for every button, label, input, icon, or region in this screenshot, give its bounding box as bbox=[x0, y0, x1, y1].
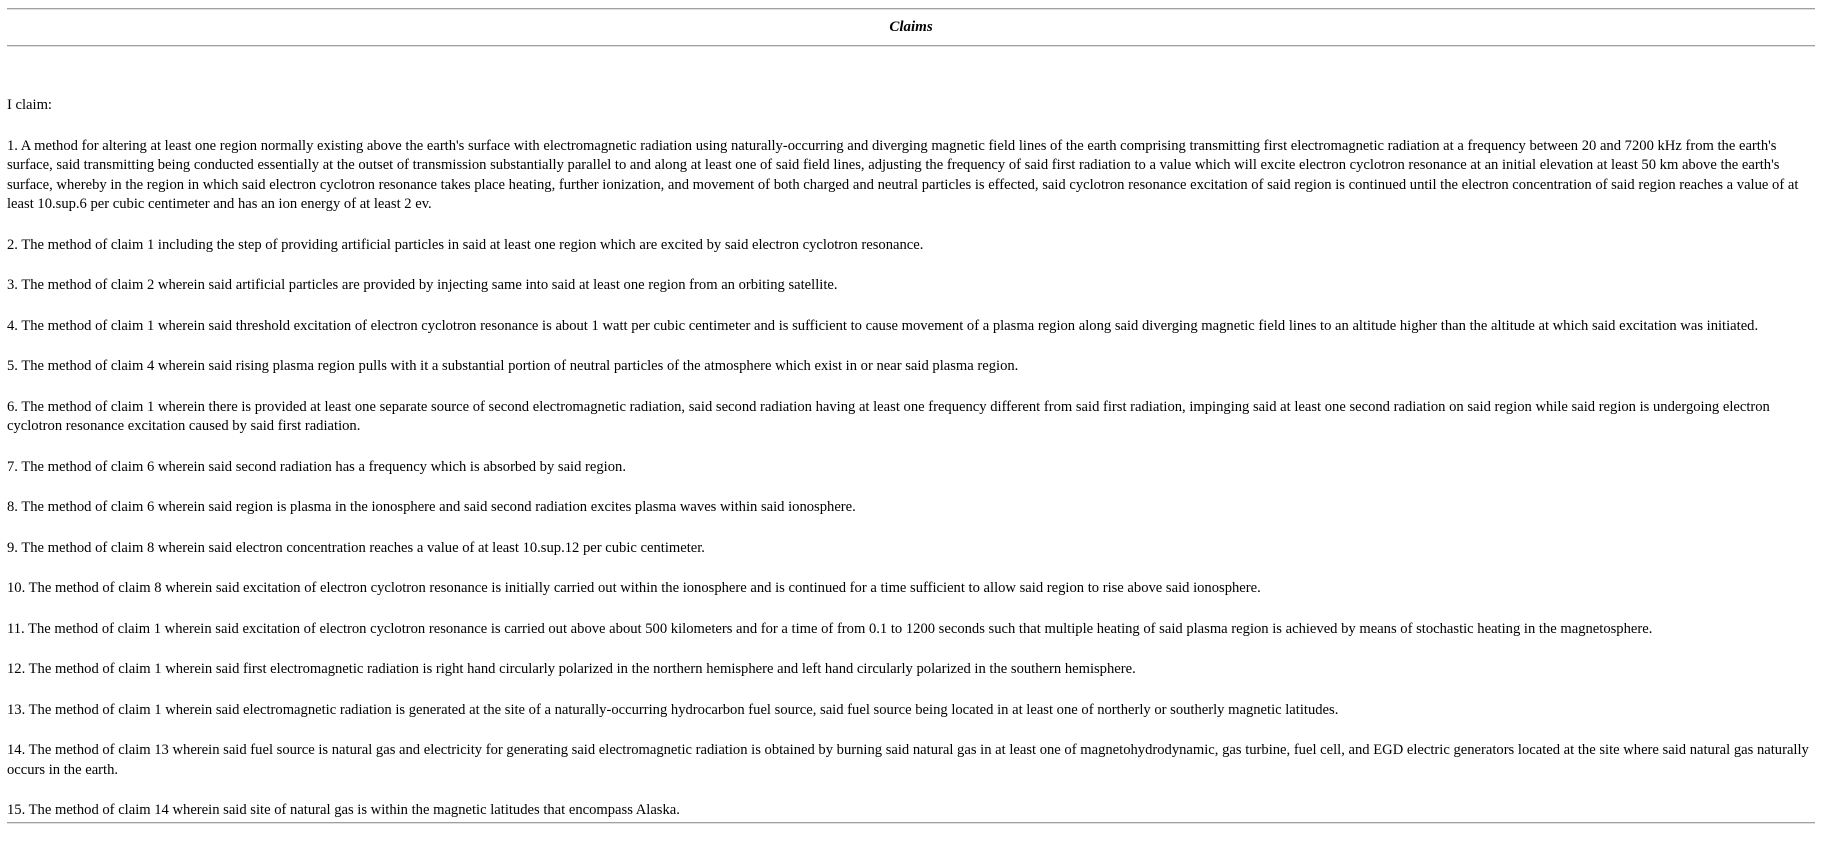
claim-10: 10. The method of claim 8 wherein said excitation of electron cyclotron resonance is initially carried out within the ionosphere and is continued for a time sufficient to allow said region to rise above said ionosphere. bbox=[7, 580, 1261, 596]
claim-5: 5. The method of claim 4 wherein said rising plasma region pulls with it a substantial portion of neutral particles of the atmosphere which exist in or near said plasma region. bbox=[7, 358, 1019, 374]
claim-9: 9. The method of claim 8 wherein said electron concentration reaches a value of at least 10.sup.12 per cubic centimeter. bbox=[7, 539, 705, 556]
claim-8: 8. The method of claim 6 wherein said region is plasma in the ionosphere and said second radiation excites plasma waves within said ionosphere. bbox=[7, 499, 856, 515]
claim-3: 3. The method of claim 2 wherein said artificial particles are provided by injecting same into said at least one region from an orbiting satellite. bbox=[7, 277, 838, 293]
claim-13: 13. The method of claim 1 wherein said electromagnetic radiation is generated at the site of a naturally-occurring hydrocarbon fuel source, said fuel source being located in at least one of northerly or southerly magnetic latitudes. bbox=[7, 701, 1339, 718]
claim-2: 2. The method of claim 1 including the step of providing artificial particles in said at least one region which are excited by said electron cyclotron resonance. bbox=[7, 236, 924, 253]
claims-list bbox=[7, 96, 1815, 842]
header-top-divider bbox=[7, 8, 1815, 10]
claim-14: 14. The method of claim 13 wherein said fuel source is natural gas and electricity for generating said electromagnetic radiation is obtained by burning said natural gas in at least one of magnetohydrodynamic, gas turbine, fuel cell, and EGD electric generators located at the site where said natural gas naturally occurs in the earth. bbox=[7, 742, 1809, 778]
claim-4: 4. The method of claim 1 wherein said threshold excitation of electron cyclotron resonance is about 1 watt per cubic centimeter and is sufficient to cause movement of a plasma region along said diverging magnetic field lines to an altitude higher than the altitude at which said excitation was initiated. bbox=[7, 317, 1759, 334]
claim-6: 6. The method of claim 1 wherein there is provided at least one separate source of second electromagnetic radiation, said second radiation having at least one frequency different from said first radiation, impinging said at least one second radiation on said region while said region is undergoing electron cyclotron resonance excitation caused by said first radiation. bbox=[7, 398, 1770, 434]
claim-7: 7. The method of claim 6 wherein said second radiation has a frequency which is absorbed by said region. bbox=[7, 458, 626, 475]
section-title: Claims bbox=[889, 19, 933, 35]
footer-divider bbox=[7, 822, 1815, 824]
claim-1: 1. A method for altering at least one region normally existing above the earth's surface with electromagnetic radiation using naturally-occurring and diverging magnetic field lines of the earth comprising transmitting first electromagnetic radiation at a frequency between 20 and 7200 kHz from the earth's surface, said transmitting being conducted essentially at the outset of transmission substantially parallel to and along at least one of said field lines, adjusting the frequency of said first radiation to a value which will excite electron cyclotron resonance at an initial elevation at least 50 km above the earth's surface, whereby in the region in which said electron cyclotron resonance takes place heating, further ionization, and movement of both charged and neutral particles is effected, said cyclotron resonance excitation of said region is continued until the electron concentration of said region reaches a value of at least 10.sup.6 per cubic centimeter and has an ion energy of at least 2 ev. bbox=[7, 137, 1799, 212]
claim-15: 15. The method of claim 14 wherein said site of natural gas is within the magnetic latitudes that encompass Alaska. bbox=[7, 802, 680, 818]
claim-12: 12. The method of claim 1 wherein said first electromagnetic radiation is right hand circularly polarized in the northern hemisphere and left hand circularly polarized in the southern hemisphere. bbox=[7, 661, 1136, 677]
claim-11: 11. The method of claim 1 wherein said excitation of electron cyclotron resonance is carried out above about 500 kilometers and for a time of from 0.1 to 1200 seconds such that multiple heating of said plasma region is achieved by means of stochastic heating in the magnetosphere. bbox=[7, 620, 1653, 637]
claims-intro: I claim: bbox=[7, 97, 52, 113]
header-bottom-divider bbox=[7, 45, 1815, 47]
